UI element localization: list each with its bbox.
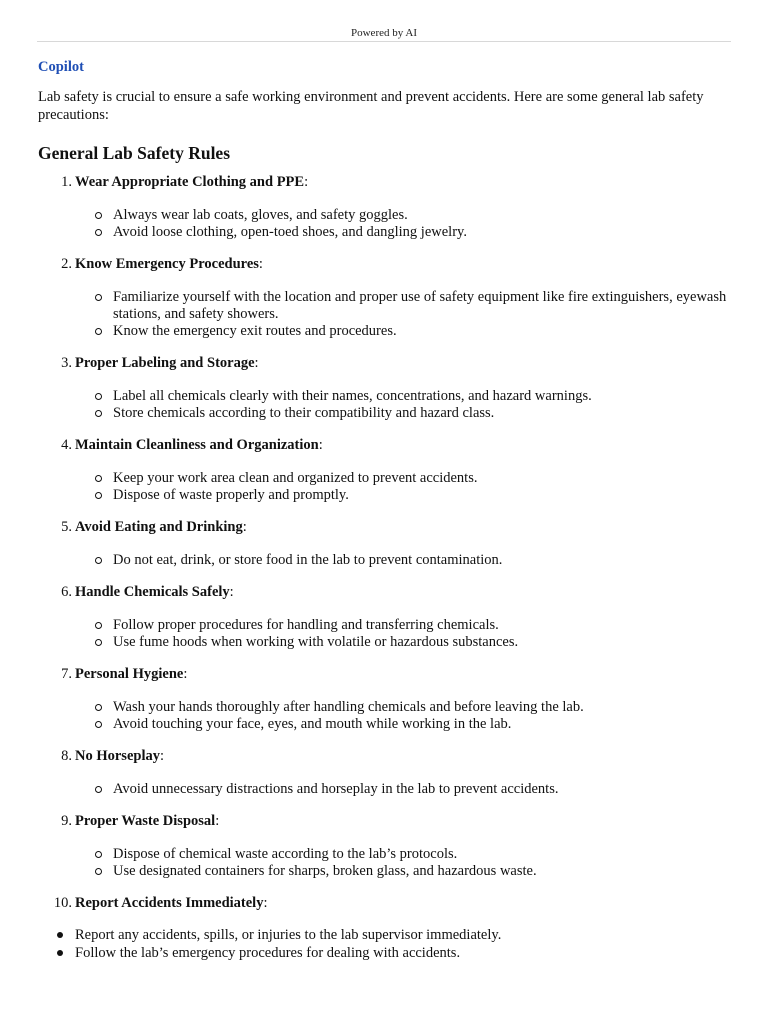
rule-item: 8. No Horseplay: Avoid unnecessary distractions and horseplay in the lab to prevent accidents. [38, 748, 738, 798]
rule-number: 8. [61, 748, 72, 764]
rule-title: Wear Appropriate Clothing and PPE [75, 174, 305, 190]
rule-title: Avoid Eating and Drinking [75, 519, 243, 535]
rule-number: 9. [61, 813, 72, 829]
sub-item [113, 781, 738, 798]
circle-bullet-icon [95, 851, 102, 858]
document-body [38, 58, 738, 962]
rule-number: 3. [61, 355, 72, 371]
rules-list [38, 174, 738, 912]
circle-bullet-icon [95, 721, 102, 728]
sub-list [75, 552, 738, 569]
disc-bullet-icon [57, 932, 63, 938]
sub-item-text: Wash your hands thoroughly after handling chemicals and before leaving the lab. [113, 699, 584, 715]
rule-number: 7. [61, 666, 72, 682]
circle-bullet-icon [95, 704, 102, 711]
sub-item-text: Avoid loose clothing, open-toed shoes, and dangling jewelry. [113, 224, 467, 240]
circle-bullet-icon [95, 328, 102, 335]
sub-item [113, 552, 738, 569]
rule-number: 1. [61, 174, 72, 190]
rule-item: 3. Proper Labeling and Storage: Label all chemicals clearly with their names, concentrations, and hazard warnings. Store chemicals according to their compatibility and hazard class. [38, 355, 738, 422]
circle-bullet-icon [95, 639, 102, 646]
rule-item: 4. Maintain Cleanliness and Organization: Keep your work area clean and organized to prevent accidents. Dispose of waste properly and promptly. [38, 437, 738, 504]
rule-item: 10. Report Accidents Immediately: [38, 895, 738, 912]
brand-title: Copilot [38, 59, 84, 75]
sub-list [75, 289, 738, 340]
circle-bullet-icon [95, 786, 102, 793]
rule-item: 6. Handle Chemicals Safely: Follow proper procedures for handling and transferring chemicals. Use fume hoods when working with volatile or hazardous substances. [38, 584, 738, 651]
rule-item: 9. Proper Waste Disposal: Dispose of chemical waste according to the lab’s protocols. Use designated containers for sharps, broken glass, and hazardous waste. [38, 813, 738, 880]
powered-by-label: Powered by AI [351, 27, 417, 39]
sub-item [113, 487, 738, 504]
rule-title: Proper Waste Disposal [75, 813, 216, 829]
rule-item: 1. Wear Appropriate Clothing and PPE: Always wear lab coats, gloves, and safety goggles. Avoid loose clothing, open-toed shoes, and dangling jewelry. [38, 174, 738, 241]
sub-item [113, 405, 738, 422]
sub-item-text: Familiarize yourself with the location and proper use of safety equipment like fire extinguishers, eyewash stations, and safety showers. [113, 289, 727, 322]
sub-item-text: Label all chemicals clearly with their names, concentrations, and hazard warnings. [113, 388, 592, 404]
sub-item [113, 634, 738, 651]
sub-item [113, 224, 738, 241]
sub-item-text: Follow proper procedures for handling and transferring chemicals. [113, 617, 499, 633]
rule-title: No Horseplay [75, 748, 160, 764]
rule-number: 4. [61, 437, 72, 453]
sub-item-text: Keep your work area clean and organized to prevent accidents. [113, 470, 478, 486]
sub-item [113, 289, 738, 323]
sub-item [113, 470, 738, 487]
intro-paragraph: Lab safety is crucial to ensure a safe working environment and prevent accidents. Here are some general lab safety precautions: [38, 89, 704, 123]
sub-item [113, 388, 738, 405]
circle-bullet-icon [95, 393, 102, 400]
sub-list [75, 617, 738, 651]
circle-bullet-icon [95, 229, 102, 236]
rule-number: 6. [61, 584, 72, 600]
circle-bullet-icon [95, 212, 102, 219]
sub-item-text: Know the emergency exit routes and procedures. [113, 323, 397, 339]
sub-item [113, 846, 738, 863]
sub-item [113, 323, 738, 340]
sub-item [113, 617, 738, 634]
rule-number: 2. [61, 256, 72, 272]
sub-item [113, 699, 738, 716]
sub-item [113, 863, 738, 880]
rule-item: 5. Avoid Eating and Drinking: Do not eat, drink, or store food in the lab to prevent contamination. [38, 519, 738, 569]
rule-title: Handle Chemicals Safely [75, 584, 230, 600]
final-bullet-list [38, 926, 738, 962]
circle-bullet-icon [95, 410, 102, 417]
bullet-item [75, 944, 738, 962]
rule-title: Know Emergency Procedures [75, 256, 259, 272]
sub-list [75, 699, 738, 733]
rule-number: 10. [53, 895, 72, 911]
rule-title: Proper Labeling and Storage [75, 355, 255, 371]
sub-item-text: Dispose of chemical waste according to the lab’s protocols. [113, 846, 458, 862]
rule-number: 5. [61, 519, 72, 535]
circle-bullet-icon [95, 622, 102, 629]
sub-item-text: Dispose of waste properly and promptly. [113, 487, 349, 503]
sub-item-text: Do not eat, drink, or store food in the lab to prevent contamination. [113, 552, 503, 568]
sub-item-text: Store chemicals according to their compatibility and hazard class. [113, 405, 495, 421]
sub-item [113, 207, 738, 224]
rule-item: 2. Know Emergency Procedures: Familiarize yourself with the location and proper use of safety equipment like fire extinguishers, eyewash stations, and safety showers. Know the emergency exit routes and procedures. [38, 256, 738, 340]
header-divider [37, 41, 731, 42]
sub-list [75, 388, 738, 422]
section-heading: General Lab Safety Rules [38, 143, 231, 163]
sub-list [75, 781, 738, 798]
disc-bullet-icon [57, 950, 63, 956]
sub-item-text: Always wear lab coats, gloves, and safety goggles. [113, 207, 408, 223]
rule-title: Personal Hygiene [75, 666, 184, 682]
sub-item-text: Avoid unnecessary distractions and horseplay in the lab to prevent accidents. [113, 781, 559, 797]
rule-title: Maintain Cleanliness and Organization [75, 437, 319, 453]
sub-item [113, 716, 738, 733]
bullet-text: Report any accidents, spills, or injuries to the lab supervisor immediately. [75, 927, 502, 943]
rule-item: 7. Personal Hygiene: Wash your hands thoroughly after handling chemicals and before leaving the lab. Avoid touching your face, eyes, and mouth while working in the lab. [38, 666, 738, 733]
circle-bullet-icon [95, 557, 102, 564]
sub-list [75, 470, 738, 504]
sub-list [75, 207, 738, 241]
circle-bullet-icon [95, 868, 102, 875]
circle-bullet-icon [95, 294, 102, 301]
sub-item-text: Avoid touching your face, eyes, and mouth while working in the lab. [113, 716, 512, 732]
bullet-item [75, 926, 738, 944]
sub-item-text: Use fume hoods when working with volatile or hazardous substances. [113, 634, 519, 650]
circle-bullet-icon [95, 492, 102, 499]
bullet-text: Follow the lab’s emergency procedures for dealing with accidents. [75, 945, 461, 961]
rule-title: Report Accidents Immediately [75, 895, 264, 911]
sub-list [75, 846, 738, 880]
sub-item-text: Use designated containers for sharps, broken glass, and hazardous waste. [113, 863, 537, 879]
circle-bullet-icon [95, 475, 102, 482]
